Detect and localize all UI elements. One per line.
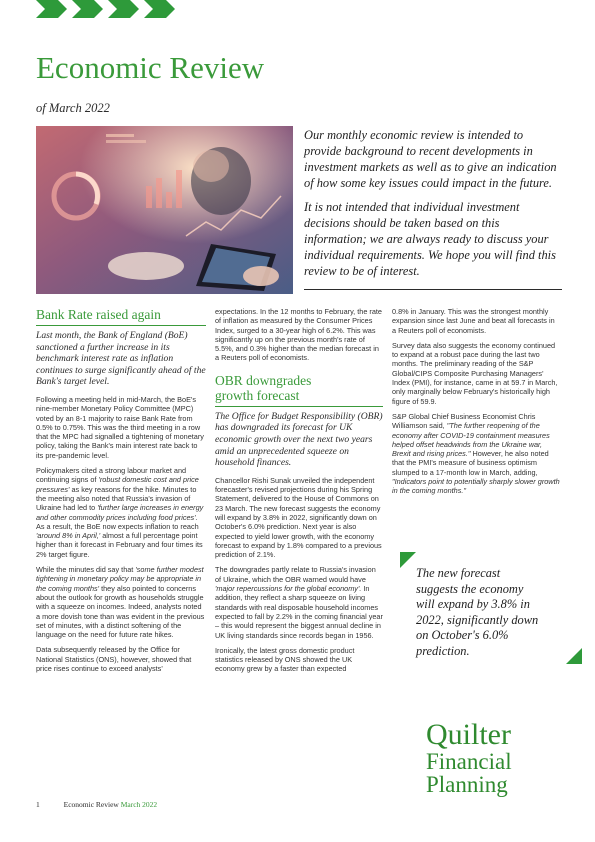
column-3	[392, 307, 560, 502]
column-2	[215, 307, 383, 680]
paragraph: Survey data also suggests the economy continued to expand at a robust pace during the last two months. The preliminary reading of the S&P Global/CIPS Composite Purchasing Managers' Index (PMI), for instance, came in at 59.7 in March, only marginally below February's historically high figure of 59.9.	[392, 340, 558, 406]
bank-rate-lead: Last month, the Bank of England (BoE) sanctioned a further increase in its benchmark interest rate as inflation continues to surge significantly ahead of the Bank's target level.	[36, 330, 206, 388]
paragraph: Data subsequently released by the Office for National Statistics (ONS), however, showed that price rises continue to exceed analysts'	[36, 645, 192, 673]
intro-paragraph: Our monthly economic review is intended to provide background to recent developments in investment markets as well as to give an indication of how some key issues could impact in the future.	[304, 128, 557, 190]
section-heading-bank-rate: Bank Rate raised again	[36, 307, 161, 322]
quote-corner-bottom-right	[566, 648, 582, 664]
footer-date: March 2022	[120, 800, 158, 809]
intro-text	[304, 127, 562, 287]
section-heading-obr: OBR downgrades growth forecast	[215, 372, 312, 403]
page-subtitle: of March 2022	[36, 101, 110, 115]
paragraph: Ironically, the latest gross domestic product statistics released by ONS showed the UK economy grew by a faster than expected	[215, 645, 355, 674]
section-divider	[36, 325, 206, 326]
obr-lead: The Office for Budget Responsibility (OBR) has downgraded its forecast for UK economic growth over the next two years amid an unprecedented squeeze on household finances.	[215, 410, 383, 469]
paragraph: Chancellor Rishi Sunak unveiled the independent forecaster's revised projections during his Spring Statement, delivered to the House of Commons on 23 March. The new forecast suggests the economy will expand by 3.8% in 2022, significantly down on October's 6.0% prediction. Next year is also expected to yield lower growth, with the economy forecast to expand by 1.8% compared to a previous prediction of 2.1%.	[215, 475, 382, 560]
quilter-logo: Quilter Financial Planning	[426, 718, 512, 797]
page-title: Economic Review	[36, 50, 265, 85]
quote-corner-top-left	[400, 552, 416, 568]
column-1	[36, 307, 206, 679]
paragraph: While the minutes did say that 'some further modest tightening in monetary policy may be appropriate in the coming months' they also pointed to concerns about the outlook for growth as households struggle with a squeeze on incomes. Indeed, analysts noted a more dovish tone than was evident in the previous set of minutes, with a distinct softening of the language on the need for future rate hikes.	[36, 565, 205, 640]
paragraph: Policymakers cited a strong labour market and continuing signs of 'robust domestic cost and price pressures' as key reasons for the hike. Minutes to the meeting also noted that Russia's invasion of Ukraine had led to 'further large increases in energy and other commodity prices including food prices'. As a result, the BoE now expects inflation to reach 'around 8% in April,' almost a full percentage point higher than it forecast in February and four times its 2% target figure.	[36, 466, 204, 559]
paragraph: expectations. In the 12 months to February, the rate of inflation as measured by the Consumer Prices Index, surged to a 30-year high of 6.2%. This was significantly up on the previous month's rate of 5.5%, and 0.3% higher than the median forecast in a Reuters poll of economists.	[215, 307, 382, 363]
header-chevrons	[36, 0, 196, 18]
footer-label: Economic Review	[63, 800, 119, 809]
hero-image	[36, 126, 293, 294]
paragraph: S&P Global Chief Business Economist Chris Williamson said, "The further reopening of the economy after COVID-19 containment measures helped offset headwinds from the Ukraine war, Brexit and rising prices." However, he also noted that the PMI's measure of business optimism slumped to a 17-month low in March, adding, "Indicators point to potentially sharply slower growth in the coming months."	[392, 411, 560, 496]
page-number: 1	[36, 800, 40, 809]
intro-divider	[304, 289, 562, 290]
page-footer	[36, 800, 157, 809]
section-divider	[215, 406, 383, 407]
intro-paragraph: It is not intended that individual investment decisions should be taken based on this information; we are always ready to discuss your individual requirements. We hope you will find this review to be of interest.	[304, 200, 556, 278]
paragraph: The downgrades partly relate to Russia's invasion of Ukraine, which the OBR warned would have 'major repercussions for the global economy'. In addition, they reflect a sharp squeeze on living standards with real disposable household incomes expected to fall by 2.2% in the coming financial year – this would represent the biggest annual decline in UK living standards since records began in 1956.	[215, 565, 383, 640]
pull-quote: The new forecast suggests the economy will expand by 3.8% in 2022, significantly down on October's 6.0% prediction.	[416, 566, 539, 658]
paragraph: Following a meeting held in mid-March, the BoE's nine-member Monetary Policy Committee (MPC) voted by an 8-1 majority to raise Bank Rate from 0.5% to 0.75%. This was the third meeting in a row that the MPC had signalled a tightening of monetary policy, taking the Bank's main interest rate back to its pre-pandemic level.	[36, 394, 204, 460]
paragraph: 0.8% in January. This was the strongest monthly expansion since last June and beat all forecasts in a Reuters poll of economists.	[392, 307, 555, 335]
